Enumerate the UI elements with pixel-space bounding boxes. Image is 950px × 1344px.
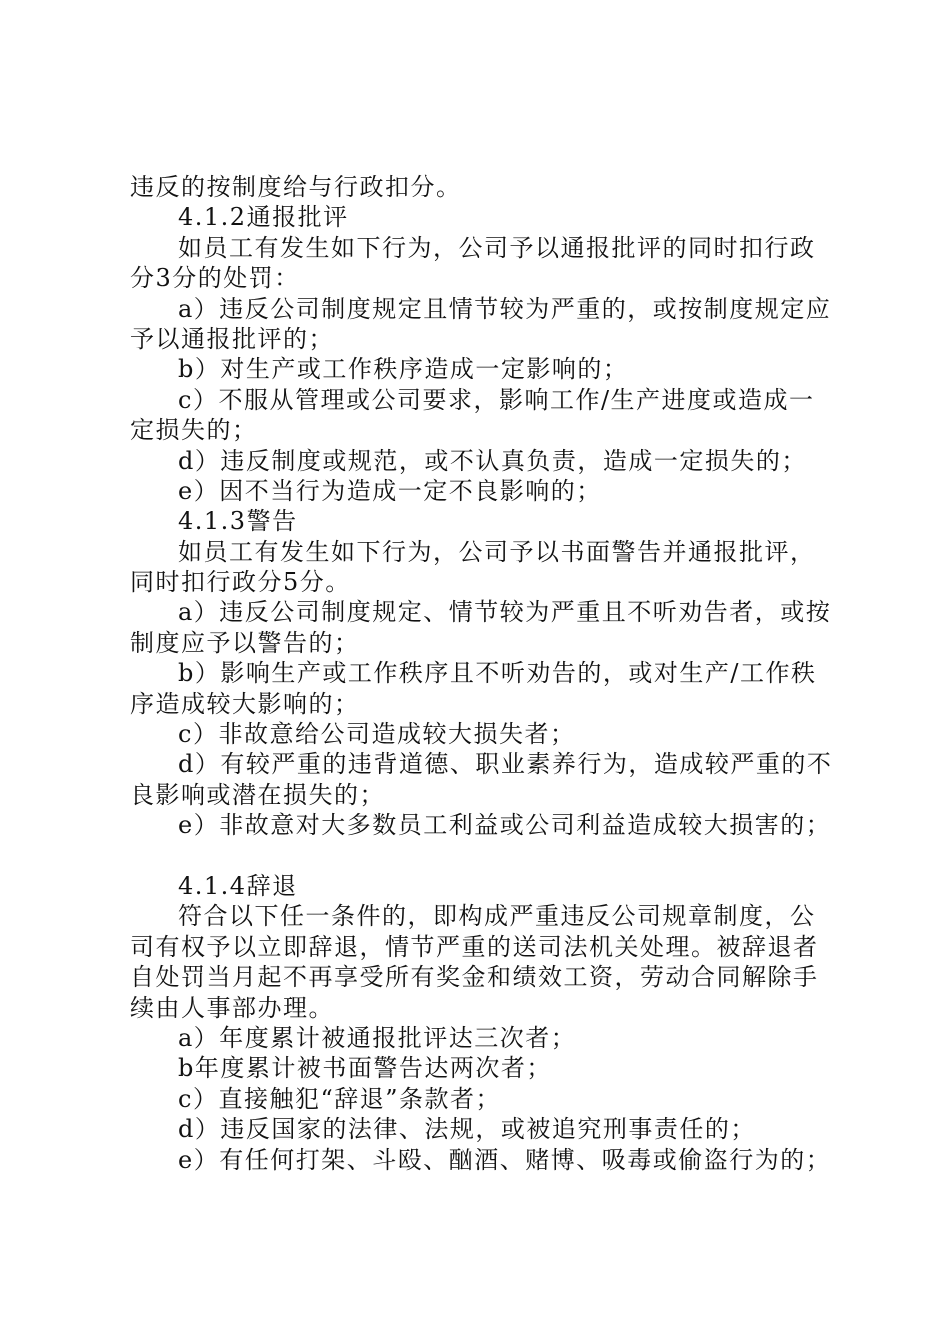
list-item-continuation: 序造成较大影响的；	[130, 689, 360, 718]
list-item: c）直接触犯“辞退”条款者；	[178, 1084, 501, 1113]
list-item-continuation: 定损失的；	[130, 416, 258, 445]
list-item: d）违反国家的法律、法规，或被追究刑事责任的；	[178, 1115, 756, 1144]
list-item: d）违反制度或规范，或不认真负责，造成一定损失的；	[178, 446, 807, 475]
list-item: b年度累计被书面警告达两次者；	[178, 1054, 552, 1083]
list-item-continuation: 予以通报批评的；	[130, 324, 334, 353]
list-item: e）非故意对大多数员工利益或公司利益造成较大损害的；	[178, 811, 832, 840]
section-heading-4-1-4: 4.1.4辞退	[178, 871, 298, 900]
list-item: e）因不当行为造成一定不良影响的；	[178, 476, 602, 505]
list-item: c）不服从管理或公司要求，影响工作/生产进度或造成一	[178, 385, 815, 414]
paragraph-line: 违反的按制度给与行政扣分。	[130, 173, 462, 201]
section-heading-4-1-3: 4.1.3警告	[178, 507, 298, 536]
paragraph-line: 司有权予以立即辞退，情节严重的送司法机关处理。被辞退者	[130, 932, 819, 961]
blank-line	[130, 841, 835, 871]
paragraph-line: 同时扣行政分5分。	[130, 568, 351, 597]
list-item-continuation: 制度应予以警告的；	[130, 628, 360, 657]
paragraph-line: 自处罚当月起不再享受所有奖金和绩效工资，劳动合同解除手	[130, 963, 819, 992]
list-item: e）有任何打架、斗殴、酗酒、赌博、吸毒或偷盗行为的；	[178, 1145, 832, 1174]
list-item: d）有较严重的违背道德、职业素养行为，造成较严重的不	[178, 750, 833, 779]
paragraph-line: 符合以下任一条件的，即构成严重违反公司规章制度，公	[178, 902, 816, 931]
paragraph-line: 分3分的处罚：	[130, 264, 300, 293]
list-item: b）对生产或工作秩序造成一定影响的；	[178, 355, 629, 384]
list-item: a）违反公司制度规定且情节较为严重的，或按制度规定应	[178, 294, 832, 323]
list-item: a）违反公司制度规定、情节较为严重且不听劝告者，或按	[178, 598, 832, 627]
paragraph-line: 如员工有发生如下行为，公司予以书面警告并通报批评，	[178, 537, 816, 566]
paragraph-line: 如员工有发生如下行为，公司予以通报批评的同时扣行政	[178, 233, 816, 262]
section-heading-4-1-2: 4.1.2通报批评	[178, 203, 349, 232]
paragraph-line: 续由人事部办理。	[130, 993, 334, 1022]
list-item-continuation: 良影响或潜在损失的；	[130, 780, 385, 809]
list-item: a）年度累计被通报批评达三次者；	[178, 1023, 577, 1052]
list-item: c）非故意给公司造成较大损失者；	[178, 720, 576, 749]
list-item: b）影响生产或工作秩序且不听劝告的，或对生产/工作秩	[178, 659, 817, 688]
document-body	[130, 172, 835, 1175]
